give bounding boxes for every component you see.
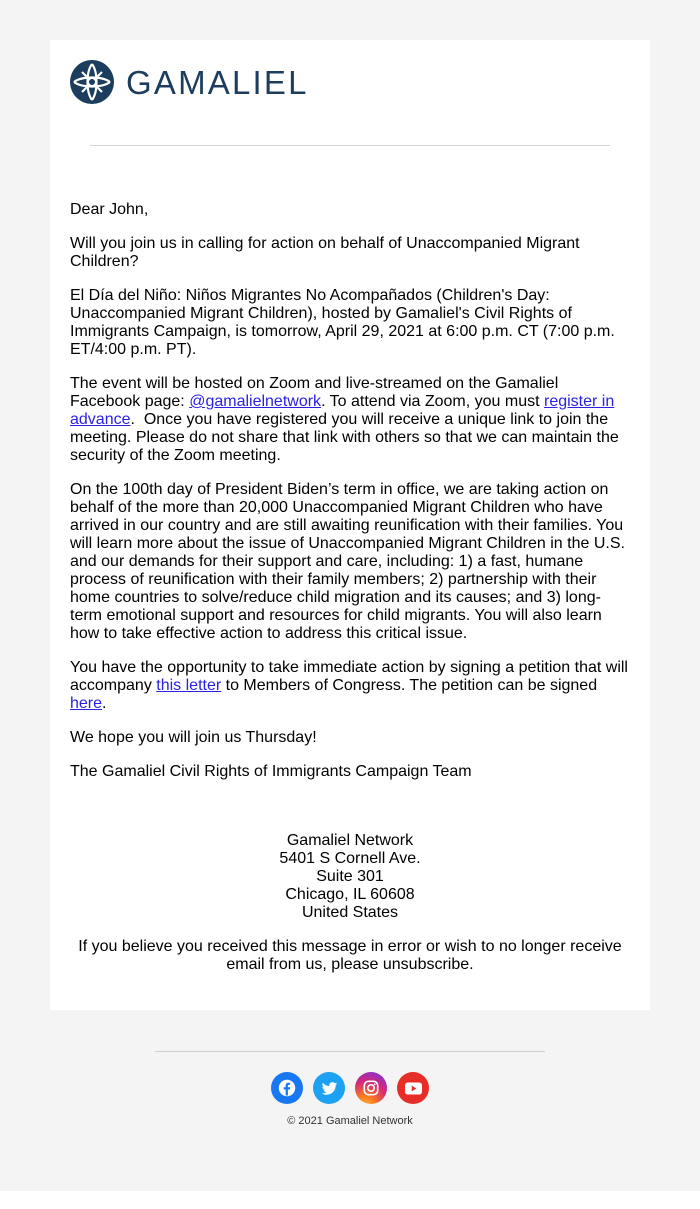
- social-links: [271, 1072, 429, 1104]
- text: . To attend via Zoom, you must: [321, 393, 544, 410]
- paragraph-call-to-action: Will you join us in calling for action on behalf of Unaccompanied Migrant Children?: [70, 235, 580, 270]
- footer-divider: [155, 1051, 545, 1052]
- instagram-button[interactable]: [355, 1072, 387, 1104]
- register-link[interactable]: register in advance: [70, 393, 615, 428]
- instagram-icon: [363, 1080, 379, 1096]
- facebook-page-link[interactable]: @gamalielnetwork: [189, 393, 322, 410]
- petition-link[interactable]: here: [70, 695, 103, 712]
- address-line: 5401 S Cornell Ave.: [279, 850, 421, 867]
- youtube-button[interactable]: [397, 1072, 429, 1104]
- greeting: Dear John,: [70, 201, 149, 218]
- twitter-button[interactable]: [313, 1072, 345, 1104]
- text: to Members of Congress. The petition can be signed: [221, 677, 598, 694]
- letter-link[interactable]: this letter: [156, 677, 222, 694]
- closing-line: We hope you will join us Thursday!: [70, 729, 317, 746]
- address-line: United States: [301, 904, 399, 921]
- mailing-address: [50, 832, 650, 922]
- address-line: Gamaliel Network: [286, 832, 414, 849]
- text: . Once you have registered you will receive a unique link to join the meeting. Please do not share that link with others so that we can maintain the security of the Zoom meeting.: [70, 411, 624, 464]
- address-line: Suite 301: [316, 868, 384, 885]
- unsubscribe-text[interactable]: If you believe you received this message in error or wish to no longer receive email from us, please unsubscribe.: [78, 938, 622, 973]
- brand-name: GAMALIEL: [126, 63, 309, 101]
- copyright: © 2021 Gamaliel Network: [287, 1115, 413, 1127]
- twitter-icon: [321, 1080, 338, 1097]
- text: The event will be hosted on Zoom and live-streamed on the Gamaliel Facebook page:: [70, 375, 559, 410]
- header-divider: [90, 145, 610, 146]
- paragraph-event-details: El Día del Niño: Niños Migrantes No Acompañados (Children's Day: Unaccompanied Migrant Children), hosted by Gamaliel's Civil Rights of Immigrants Campaign, is tomorrow, April 29, 2021 at 6:00 p.m. CT (7:00 p.m. ET/4:00 p.m. PT).: [70, 287, 615, 358]
- email-card: [50, 40, 650, 1010]
- text: .: [102, 695, 107, 712]
- youtube-icon: [405, 1082, 422, 1095]
- paragraph-background: On the 100th day of President Biden’s term in office, we are taking action on behalf of the more than 20,000 Unaccompanied Migrant Children who have arrived in our country and are still awaiting reunification with their families. You will learn more about the issue of Unaccompanied Migrant Children in the U.S. and our demands for their support and care, including: 1) a fast, humane process of reunification with their family members; 2) partnership with their home countries to solve/reduce child migration and its causes; and 3) long-term emotional support and resources for child migrants. You will also learn how to take effective action to address this critical issue.: [70, 481, 625, 642]
- signature: The Gamaliel Civil Rights of Immigrants Campaign Team: [70, 763, 472, 780]
- text: You have the opportunity to take immediate action by signing a petition that will accompany: [70, 659, 628, 694]
- facebook-button[interactable]: [271, 1072, 303, 1104]
- gamaliel-logo[interactable]: [70, 59, 309, 105]
- email-body: [70, 201, 632, 797]
- paragraph-zoom-info: [70, 375, 632, 465]
- gamaliel-emblem-icon: [70, 60, 114, 104]
- address-line: Chicago, IL 60608: [285, 886, 415, 903]
- paragraph-petition: [70, 659, 632, 713]
- facebook-icon: [278, 1079, 296, 1097]
